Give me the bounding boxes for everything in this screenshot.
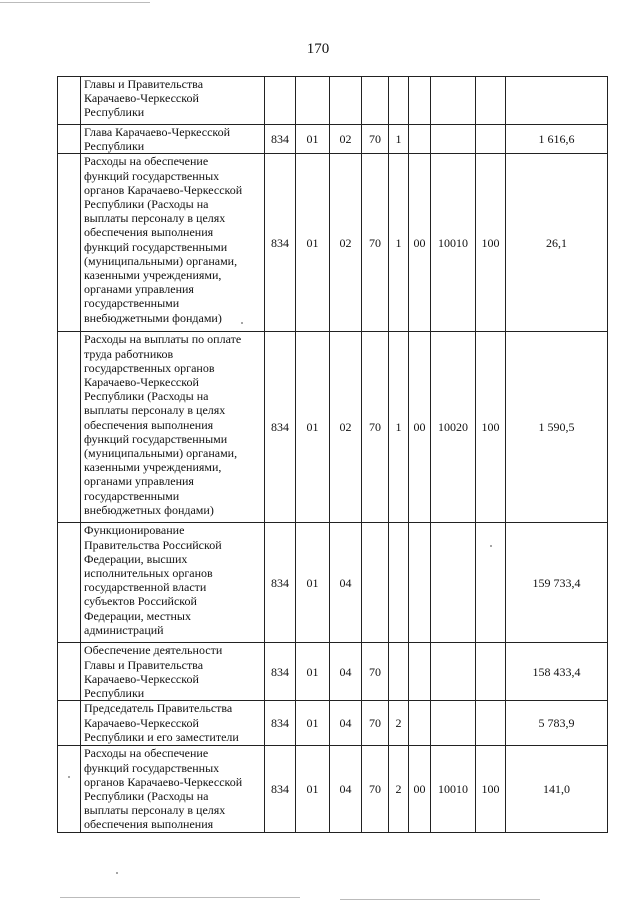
blank-cell [58, 77, 81, 125]
blank-cell [58, 125, 81, 154]
code-cell-osn [409, 523, 431, 643]
code-cell-pp: 2 [389, 746, 409, 832]
code-cell-prog [362, 77, 389, 125]
blank-cell [58, 523, 81, 643]
row-description-text: Обеспечение деятельности Главы и Правительства Карачаево-Черкесской Республики [84, 643, 223, 701]
code-cell-pp: 1 [389, 332, 409, 523]
blank-cell [58, 701, 81, 746]
amount-cell: 1 616,6 [506, 125, 608, 154]
code-cell-prog: 70 [362, 643, 389, 701]
amount-cell: 159 733,4 [506, 523, 608, 643]
code-cell-pr: 04 [330, 746, 362, 832]
amount-cell: 141,0 [506, 746, 608, 832]
code-cell-rz: 01 [296, 746, 330, 832]
row-description-text: Расходы на обеспечение функций государственных органов Карачаево-Черкесской Республики (Расходы на выплаты персоналу в целях обеспечения выполнения функций государственными (муниципальными) органами, казенными учреждениями, органами управления государственными внебюджетными фондами) [84, 154, 243, 325]
code-cell-pr [330, 77, 362, 125]
row-description [81, 523, 265, 643]
row-description-text: Расходы на обеспечение функций государственных органов Карачаево-Черкесской Республики (Расходы на выплаты персоналу в целях обеспечения выполнения [84, 746, 243, 832]
code-cell-pr: 04 [330, 523, 362, 643]
row-description [81, 643, 265, 701]
code-cell-rz [296, 77, 330, 125]
code-cell-prog: 70 [362, 154, 389, 332]
code-cell-pr: 04 [330, 701, 362, 746]
code-cell-vr: 100 [476, 746, 506, 832]
code-cell-pr: 02 [330, 154, 362, 332]
code-cell-napr [431, 125, 476, 154]
amount-cell: 5 783,9 [506, 701, 608, 746]
scan-speck [68, 776, 70, 778]
code-cell-pp [389, 643, 409, 701]
row-description-text: Председатель Правительства Карачаево-Черкесской Республики и его заместители [84, 701, 239, 744]
row-description [81, 746, 265, 832]
code-cell-ved: 834 [265, 746, 296, 832]
code-cell-vr: 100 [476, 332, 506, 523]
scan-edge-line [0, 2, 150, 3]
table-row [58, 523, 608, 643]
code-cell-osn [409, 643, 431, 701]
row-description [81, 701, 265, 746]
code-cell-prog [362, 523, 389, 643]
table-row [58, 701, 608, 746]
code-cell-rz: 01 [296, 701, 330, 746]
table-row [58, 125, 608, 154]
code-cell-osn: 00 [409, 332, 431, 523]
code-cell-napr [431, 77, 476, 125]
code-cell-vr [476, 125, 506, 154]
table-row [58, 154, 608, 332]
row-description [81, 125, 265, 154]
code-cell-ved [265, 77, 296, 125]
table-row [58, 332, 608, 523]
code-cell-rz: 01 [296, 523, 330, 643]
scan-speck [241, 322, 243, 324]
row-description [81, 154, 265, 332]
row-description-text: Функционирование Правительства Российской Федерации, высших исполнительных органов государственной власти субъектов Российской Федерации, местных администраций [84, 523, 222, 637]
scan-edge-line [60, 897, 300, 898]
code-cell-ved: 834 [265, 643, 296, 701]
code-cell-napr: 10010 [431, 154, 476, 332]
code-cell-osn: 00 [409, 154, 431, 332]
row-description-text: Главы и Правительства Карачаево-Черкесской Республики [84, 77, 204, 120]
code-cell-osn [409, 701, 431, 746]
code-cell-prog: 70 [362, 332, 389, 523]
code-cell-vr: 100 [476, 154, 506, 332]
code-cell-vr [476, 523, 506, 643]
code-cell-ved: 834 [265, 154, 296, 332]
code-cell-rz: 01 [296, 154, 330, 332]
code-cell-pp [389, 77, 409, 125]
code-cell-pp: 1 [389, 154, 409, 332]
table-row [58, 77, 608, 125]
code-cell-napr [431, 643, 476, 701]
code-cell-napr: 10010 [431, 746, 476, 832]
row-description-text: Глава Карачаево-Черкесской Республики [84, 125, 231, 154]
code-cell-prog: 70 [362, 746, 389, 832]
code-cell-ved: 834 [265, 332, 296, 523]
code-cell-vr [476, 701, 506, 746]
code-cell-osn [409, 77, 431, 125]
code-cell-pr: 04 [330, 643, 362, 701]
row-description [81, 332, 265, 523]
code-cell-rz: 01 [296, 332, 330, 523]
code-cell-vr [476, 77, 506, 125]
code-cell-pp [389, 523, 409, 643]
code-cell-pr: 02 [330, 332, 362, 523]
blank-cell [58, 643, 81, 701]
code-cell-napr: 10020 [431, 332, 476, 523]
code-cell-prog: 70 [362, 125, 389, 154]
scan-speck [490, 545, 492, 547]
code-cell-prog: 70 [362, 701, 389, 746]
amount-cell: 158 433,4 [506, 643, 608, 701]
code-cell-ved: 834 [265, 125, 296, 154]
row-description-text: Расходы на выплаты по оплате труда работников государственных органов Карачаево-Черкесской Республики (Расходы на выплаты персоналу в целях обеспечения выполнения функций государственными (муниципальными) органами, казенными учреждениями, органами управления государственными внебюджетных фондами) [84, 332, 242, 517]
code-cell-pp: 2 [389, 701, 409, 746]
amount-cell: 26,1 [506, 154, 608, 332]
code-cell-pp: 1 [389, 125, 409, 154]
code-cell-osn: 00 [409, 746, 431, 832]
blank-cell [58, 332, 81, 523]
code-cell-napr [431, 701, 476, 746]
code-cell-rz: 01 [296, 125, 330, 154]
scan-edge-line [340, 899, 540, 900]
amount-cell: 1 590,5 [506, 332, 608, 523]
code-cell-osn [409, 125, 431, 154]
blank-cell [58, 154, 81, 332]
code-cell-vr [476, 643, 506, 701]
table-row [58, 746, 608, 832]
scan-speck [116, 872, 118, 874]
budget-table [57, 76, 608, 833]
code-cell-ved: 834 [265, 701, 296, 746]
page-number: 170 [306, 41, 330, 57]
code-cell-napr [431, 523, 476, 643]
blank-cell [58, 746, 81, 832]
table-row [58, 643, 608, 701]
code-cell-rz: 01 [296, 643, 330, 701]
code-cell-ved: 834 [265, 523, 296, 643]
row-description [81, 77, 265, 125]
code-cell-pr: 02 [330, 125, 362, 154]
amount-cell [506, 77, 608, 125]
